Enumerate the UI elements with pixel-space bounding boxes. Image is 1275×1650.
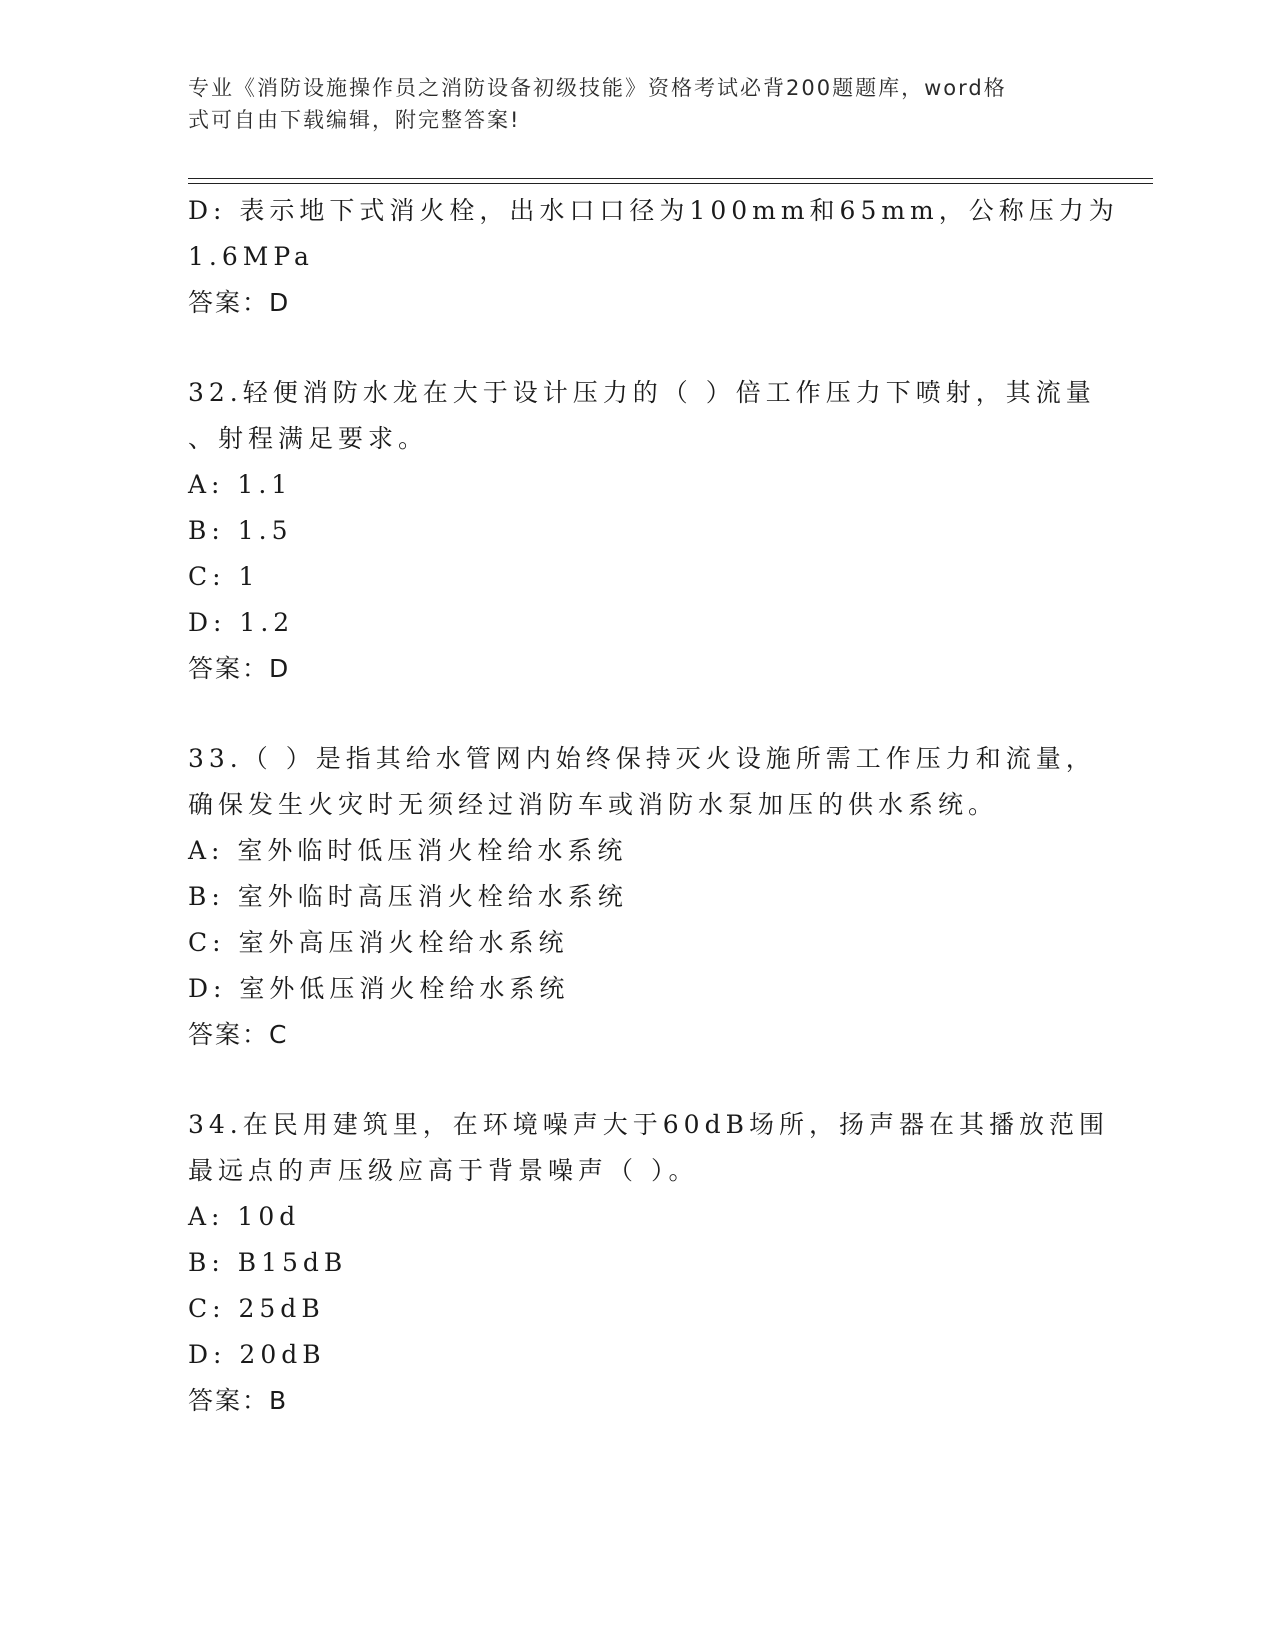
option-c: C: 25dB bbox=[188, 1294, 325, 1323]
option-a: A: 10d bbox=[188, 1202, 301, 1231]
answer-line: 答案：B bbox=[188, 1386, 289, 1415]
question-stem-continued: 最远点的声压级应高于背景噪声（ ）。 bbox=[188, 1156, 699, 1185]
header-divider-top bbox=[188, 178, 1153, 179]
question-33 bbox=[188, 736, 1096, 1058]
answer-line: 答案：D bbox=[188, 288, 291, 317]
option-d: D: 20dB bbox=[188, 1340, 326, 1369]
option-c: C: 1 bbox=[188, 562, 260, 591]
question-stem: 34.在民用建筑里，在环境噪声大于60dB场所，扬声器在其播放范围 bbox=[188, 1110, 1109, 1139]
option-b: B: 1.5 bbox=[188, 516, 293, 545]
option-b: B: B15dB bbox=[188, 1248, 348, 1277]
option-c: C: 室外高压消火栓给水系统 bbox=[188, 928, 569, 957]
previous-question-tail bbox=[188, 188, 1119, 326]
question-34 bbox=[188, 1102, 1109, 1424]
header-divider-bottom bbox=[188, 183, 1153, 184]
question-stem-continued: 、射程满足要求。 bbox=[188, 424, 429, 453]
option-a: A: 室外临时低压消火栓给水系统 bbox=[188, 836, 628, 865]
answer-line: 答案：D bbox=[188, 654, 291, 683]
option-d: D: 表示地下式消火栓，出水口口径为100mm和65mm，公称压力为 bbox=[188, 196, 1119, 225]
option-d: D: 1.2 bbox=[188, 608, 295, 637]
option-b: B: 室外临时高压消火栓给水系统 bbox=[188, 882, 628, 911]
question-stem: 33.（ ）是指其给水管网内始终保持灭火设施所需工作压力和流量， bbox=[188, 744, 1096, 773]
header-line-1: 专业《消防设施操作员之消防设备初级技能》资格考试必背200题题库，word格 bbox=[188, 76, 1007, 100]
answer-line: 答案：C bbox=[188, 1020, 289, 1049]
option-d: D: 室外低压消火栓给水系统 bbox=[188, 974, 570, 1003]
question-stem-continued: 确保发生火灾时无须经过消防车或消防水泵加压的供水系统。 bbox=[188, 790, 999, 819]
option-a: A: 1.1 bbox=[188, 470, 293, 499]
option-d-continued: 1.6MPa bbox=[188, 242, 314, 271]
question-list bbox=[188, 188, 1119, 1424]
question-stem: 32.轻便消防水龙在大于设计压力的（ ）倍工作压力下喷射，其流量 bbox=[188, 378, 1096, 407]
header-line-2: 式可自由下载编辑，附完整答案! bbox=[188, 108, 521, 132]
question-32 bbox=[188, 370, 1096, 692]
document-header bbox=[188, 72, 1068, 136]
